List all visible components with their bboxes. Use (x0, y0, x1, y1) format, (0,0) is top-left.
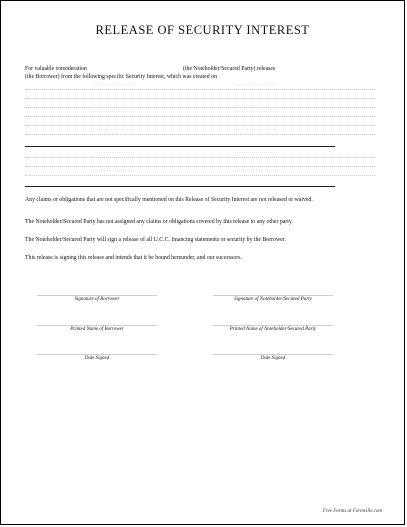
document-title: RELEASE OF SECURITY INTEREST (95, 23, 310, 37)
paragraph-ucc: The Noteholder/Secured Party will sign a release of all U.C.C. financing statements or security by the Borrower. (25, 237, 286, 243)
grid-cell: - - - - - - - - - - - - - - (95, 169, 135, 174)
signature-line (213, 354, 333, 355)
noteholder-date-label: Date Signed (260, 356, 286, 361)
separator-line (25, 146, 335, 147)
grid-cell: - - - - - - - - - - - - - - (235, 128, 275, 133)
paragraph-binding: This release is signing this release and intends that it be bound hereunder, and our successors. (25, 255, 242, 261)
collateral-grid-1 (25, 83, 375, 137)
signature-line (213, 325, 333, 326)
grid-cell: - - - - - - - - - - - - - - (95, 110, 135, 115)
intro-block (25, 65, 380, 81)
footer-credit: Free Forms at Formville.com (322, 509, 382, 514)
noteholder-name-label: Printed Name of Noteholder/Secured Party (229, 327, 317, 332)
intro-line1-right: (the Noteholder/Secured Party) releases (183, 66, 276, 72)
grid-cell: - - - - - - - - - - - - - - (235, 169, 275, 174)
grid-cell: - - - - - - - - - - - - - - (95, 83, 135, 88)
grid-cell: - - - - - - - - - - - - - - (235, 83, 275, 88)
paragraph-assignment: The Noteholder/Secured Party has not assigned any claims or obligations covered by this release to any other party. (25, 219, 293, 225)
noteholder-signature-label: Signature of Noteholder/Secured Party (234, 297, 312, 302)
intro-line2: (the Borrower) from the following specific Security Interest, which was created on (25, 74, 217, 80)
signature-line (213, 295, 333, 296)
grid-cell: - - - - - - - - - - - - - - (235, 151, 275, 156)
signature-line (37, 295, 157, 296)
collateral-grid-2 (25, 151, 375, 178)
grid-cell: - - - - - - - - - - - - - - (95, 151, 135, 156)
borrower-name-label: Printed Name of Borrower (70, 327, 124, 332)
grid-cell: - - - - - - - - - - - - - - (95, 128, 135, 133)
separator-line (25, 186, 335, 187)
paragraph-claims: Any claims or obligations that are not specifically mentioned on this Release of Security Interest are not released or waived. (25, 197, 313, 203)
signature-line (37, 354, 157, 355)
borrower-signature-label: Signature of Borrower (74, 297, 120, 302)
grid-cell: - - - - - - - - - - - - - - (235, 110, 275, 115)
intro-line1-left: For valuable consideration (25, 66, 87, 72)
signature-line (37, 325, 157, 326)
borrower-date-label: Date Signed (84, 356, 110, 361)
